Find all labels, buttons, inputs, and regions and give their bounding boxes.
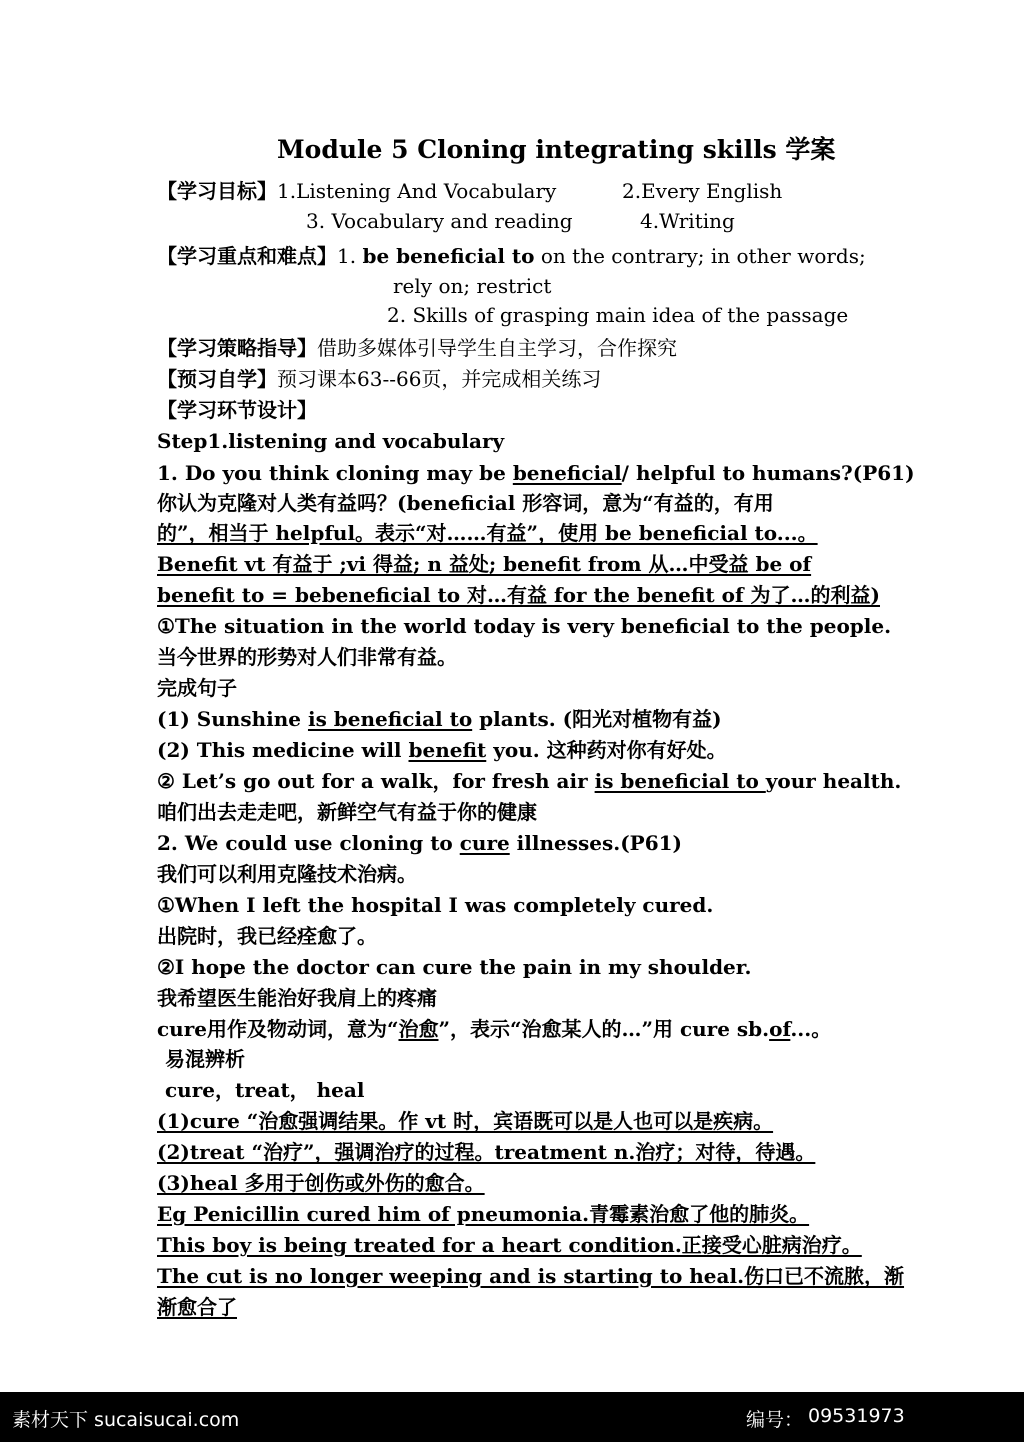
cure-note-c: ”，表示“治愈某人的…”用 cure sb. — [438, 1017, 770, 1041]
preview-line — [157, 365, 601, 393]
footer-code: 09531973 — [808, 1405, 905, 1427]
sentence-3 — [157, 767, 901, 795]
sentence-2-part-c: you. 这种药对你有好处。 — [486, 738, 727, 762]
watermark-footer — [0, 1392, 1024, 1442]
question-1-keyword: beneficial — [512, 461, 622, 485]
strategy-line — [157, 334, 677, 362]
preview-label: 【预习自学】 — [157, 367, 277, 391]
benefit-note-1: Benefit vt 有益于 ;vi 得益; n 益处; benefit from 从…中受益 be of — [157, 552, 812, 576]
sentence-1-part-c: plants. (阳光对植物有益) — [472, 707, 722, 731]
footer-code-label: 编号： — [746, 1409, 804, 1431]
cure-note-d: of — [769, 1017, 791, 1041]
step1-heading: Step1.listening and vocabulary — [157, 429, 505, 453]
strategy-text: 借助多媒体引导学生自主学习，合作探究 — [317, 336, 677, 360]
question-2-part-c: illnesses.(P61) — [509, 831, 683, 855]
cure-note-a: cure用作及物动词，意为“ — [157, 1017, 399, 1041]
key-point-1-continued: rely on; restrict — [393, 274, 552, 298]
example-heal-cont: 渐愈合了 — [157, 1295, 237, 1319]
complete-sentences-label: 完成句子 — [157, 676, 237, 700]
question-1-part-c: / helpful to humans?(P61) — [621, 461, 915, 485]
question-2 — [157, 829, 682, 857]
example-treated: This boy is being treated for a heart condition.正接受心脏病治疗。 — [157, 1233, 862, 1257]
footer-site: 素材天下 sucaisucai.com — [12, 1409, 240, 1431]
question-1-part-a: 1. Do you think cloning may be — [157, 461, 513, 485]
preview-text: 预习课本63--66页，并完成相关练习 — [277, 367, 602, 391]
sentence-3-answer: is beneficial to — [594, 769, 766, 793]
question-1 — [157, 459, 915, 487]
key-points-label: 【学习重点和难点】 — [157, 244, 337, 268]
cure-example-2-english: ②I hope the doctor can cure the pain in my shoulder. — [157, 955, 752, 979]
strategy-label: 【学习策略指导】 — [157, 336, 317, 360]
question-1-translation-cont: 的”，相当于 helpful。表示“对……有益”，使用 be beneficial to...。 — [157, 521, 818, 545]
objective-4: 4.Writing — [640, 209, 735, 233]
cure-example-1-chinese: 出院时，我已经痊愈了。 — [157, 924, 377, 948]
design-label: 【学习环节设计】 — [157, 398, 317, 422]
objectives-label: 【学习目标】 — [157, 179, 277, 203]
example-penicillin: Eg Penicillin cured him of pneumonia.青霉素治愈了他的肺炎。 — [157, 1202, 810, 1226]
sentence-2-answer: benefit — [408, 738, 487, 762]
cure-note-e: ...。 — [790, 1017, 832, 1041]
example-1-english: ①The situation in the world today is very beneficial to the people. — [157, 614, 892, 638]
question-2-translation: 我们可以利用克隆技术治病。 — [157, 862, 417, 886]
sentence-3-part-a: ② Let’s go out for a walk，for fresh air — [157, 769, 595, 793]
sentence-3-part-c: your health. — [765, 769, 902, 793]
sentence-1 — [157, 705, 722, 733]
benefit-note-2: benefit to = bebeneficial to 对…有益 for the benefit of 为了…的利益) — [157, 583, 880, 607]
sentence-2 — [157, 736, 727, 764]
objective-3: 3. Vocabulary and reading — [306, 209, 573, 233]
example-1-chinese: 当今世界的形势对人们非常有益。 — [157, 645, 457, 669]
key-point-1-bold: be beneficial to — [362, 244, 535, 268]
key-point-1-rest: on the contrary; in other words; — [540, 244, 866, 268]
question-1-translation: 你认为克隆对人类有益吗？(beneficial 形容词，意为“有益的，有用 — [157, 491, 774, 515]
question-2-part-a: 2. We could use cloning to — [157, 831, 460, 855]
example-heal: The cut is no longer weeping and is starting to heal.伤口已不流脓，渐 — [157, 1264, 905, 1288]
sentence-2-part-a: (2) This medicine will — [157, 738, 409, 762]
cure-usage-note — [157, 1015, 831, 1043]
cure-note-b: 治愈 — [398, 1017, 439, 1041]
distinction-cure: (1)cure “治愈强调结果。作 vt 时，宾语既可以是人也可以是疾病。 — [157, 1109, 774, 1133]
objectives-line — [157, 177, 556, 205]
objective-1: 1.Listening And Vocabulary — [277, 179, 557, 203]
key-point-2: 2. Skills of grasping main idea of the passage — [387, 303, 849, 327]
sentence-3-translation: 咱们出去走走吧，新鲜空气有益于你的健康 — [157, 800, 537, 824]
objective-2: 2.Every English — [622, 179, 783, 203]
key-point-1-number: 1. — [337, 244, 357, 268]
key-points-line — [157, 242, 866, 270]
question-2-keyword: cure — [459, 831, 510, 855]
confusable-heading: 易混辨析 — [165, 1047, 245, 1071]
sentence-1-answer: is beneficial to — [307, 707, 473, 731]
cure-example-2-chinese: 我希望医生能治好我肩上的疼痛 — [157, 986, 437, 1010]
cure-example-1-english: ①When I left the hospital I was completely cured. — [157, 893, 714, 917]
sentence-1-part-a: (1) Sunshine — [157, 707, 308, 731]
distinction-heal: (3)heal 多用于创伤或外伤的愈合。 — [157, 1171, 485, 1195]
distinction-treat: (2)treat “治疗”，强调治疗的过程。treatment n.治疗；对待，待遇。 — [157, 1140, 816, 1164]
page-title: Module 5 Cloning integrating skills 学案 — [277, 135, 836, 164]
confusable-words: cure，treat， heal — [165, 1078, 365, 1102]
